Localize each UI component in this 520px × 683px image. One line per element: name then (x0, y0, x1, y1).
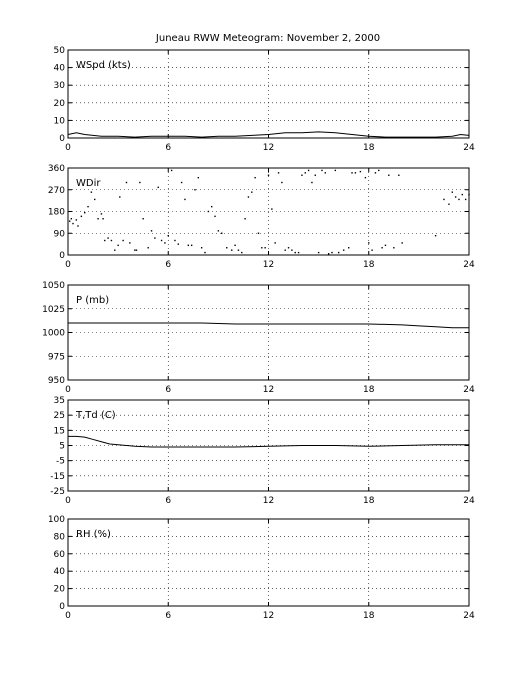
rh-y-tick-label: 40 (53, 567, 65, 578)
wdir-point (318, 252, 319, 253)
figure-title: Juneau RWW Meteogram: November 2, 2000 (155, 33, 381, 44)
wdir-point (134, 249, 135, 250)
wdir-point (158, 187, 159, 188)
wdir-point (365, 177, 366, 178)
wdir-point (234, 245, 235, 246)
wdir-point (71, 218, 72, 219)
rh-y-tick-label: 80 (53, 532, 65, 543)
wdir-point (81, 216, 82, 217)
wspd-x-tick-label: 0 (65, 143, 71, 153)
wdir-point (328, 253, 329, 254)
chart-panels (42, 46, 475, 621)
wdir-point (452, 191, 453, 192)
wdir-point (211, 206, 212, 207)
pressure-y-tick-label: 975 (47, 352, 65, 363)
wspd-x-tick-label: 12 (262, 143, 275, 153)
wdir-point (378, 170, 379, 171)
wspd-y-tick-label: 20 (53, 98, 65, 109)
wdir-point (385, 245, 386, 246)
wdir-point (285, 249, 286, 250)
wdir-point (168, 235, 169, 236)
wdir-point (443, 199, 444, 200)
wdir-point (398, 175, 399, 176)
rh-x-tick-label: 12 (262, 611, 275, 621)
wspd-x-tick-label: 24 (463, 143, 475, 153)
temp-dewpoint-y-tick-label: 5 (59, 441, 65, 452)
wdir-point (325, 172, 326, 173)
wdir-point (468, 194, 469, 195)
temp-dewpoint-x-tick-label: 18 (363, 496, 375, 506)
wdir-x-tick-label: 0 (65, 260, 71, 270)
wdir-point (288, 247, 289, 248)
wdir-point (254, 177, 255, 178)
wdir-point (295, 252, 296, 253)
pressure-x-tick-label: 0 (65, 385, 71, 395)
wdir-point (241, 252, 242, 253)
rh-panel-label: RH (%) (76, 529, 111, 540)
rh-x-tick-label: 24 (463, 611, 475, 621)
wdir-point (191, 245, 192, 246)
wdir-x-tick-label: 12 (262, 260, 275, 270)
wdir-point (164, 242, 165, 243)
wdir-point (72, 223, 73, 224)
wdir-point (368, 242, 369, 243)
wdir-point (77, 225, 78, 226)
wdir-point (311, 182, 312, 183)
wdir-point (462, 194, 463, 195)
wdir-point (244, 218, 245, 219)
wdir-point (278, 172, 279, 173)
rh-panel (48, 515, 475, 621)
wdir-point (91, 191, 92, 192)
wdir-point (119, 196, 120, 197)
wspd-y-tick-label: 10 (53, 116, 65, 127)
rh-x-tick-label: 0 (65, 611, 71, 621)
wdir-point (351, 172, 352, 173)
wdir-point (188, 245, 189, 246)
wdir-point (301, 175, 302, 176)
temp-dewpoint-y-tick-label: 25 (53, 411, 65, 422)
wdir-point (214, 216, 215, 217)
temp-dewpoint-y-tick-label: -25 (50, 487, 65, 497)
rh-y-tick-label: 20 (53, 584, 65, 595)
wdir-y-tick-label: 270 (47, 185, 65, 196)
wdir-point (448, 204, 449, 205)
pressure-x-tick-label: 6 (165, 385, 172, 395)
pressure-y-tick-label: 1050 (42, 281, 65, 291)
wdir-point (401, 242, 402, 243)
wdir-point (264, 247, 265, 248)
wdir-point (208, 211, 209, 212)
wdir-point (221, 233, 222, 234)
temp-dewpoint-x-tick-label: 6 (165, 496, 172, 506)
wdir-point (274, 242, 275, 243)
wdir-point (271, 208, 272, 209)
wdir-point (184, 199, 185, 200)
temp-dewpoint-y-tick-label: -15 (50, 471, 65, 482)
wdir-point (355, 172, 356, 173)
wdir-point (465, 199, 466, 200)
wdir-point (76, 219, 77, 220)
wdir-point (136, 249, 137, 250)
wdir-point (148, 247, 149, 248)
wdir-point (101, 213, 102, 214)
wdir-point (204, 252, 205, 253)
wspd-y-tick-label: 50 (53, 46, 65, 56)
wdir-y-tick-label: 90 (53, 229, 65, 240)
wdir-point (360, 171, 361, 172)
wdir-point (258, 233, 259, 234)
wdir-point (154, 237, 155, 238)
wdir-point (248, 196, 249, 197)
rh-y-tick-label: 0 (59, 602, 65, 612)
wdir-point (117, 245, 118, 246)
wdir-point (114, 249, 115, 250)
wdir-point (122, 240, 123, 241)
wdir-point (375, 172, 376, 173)
wspd-panel-label: WSpd (kts) (76, 60, 131, 71)
pressure-y-tick-label: 1000 (42, 328, 65, 339)
wdir-point (388, 175, 389, 176)
wspd-x-tick-label: 18 (363, 143, 375, 153)
wdir-point (435, 235, 436, 236)
wdir-point (315, 175, 316, 176)
wdir-point (161, 240, 162, 241)
temp-dewpoint-panel (50, 396, 475, 506)
wdir-point (321, 170, 322, 171)
wdir-panel (48, 164, 475, 270)
wdir-y-tick-label: 180 (47, 207, 65, 218)
wdir-point (171, 170, 172, 171)
wdir-point (335, 170, 336, 171)
wdir-point (139, 182, 140, 183)
pressure-x-tick-label: 18 (363, 385, 375, 395)
temp-dewpoint-y-tick-label: -5 (56, 456, 65, 467)
wdir-point (84, 212, 85, 213)
wdir-point (218, 230, 219, 231)
wdir-point (94, 199, 95, 200)
wspd-y-tick-label: 0 (59, 134, 65, 144)
wdir-point (231, 249, 232, 250)
pressure-panel (42, 281, 475, 395)
wdir-point (102, 218, 103, 219)
wdir-point (251, 191, 252, 192)
rh-y-tick-label: 100 (47, 515, 65, 525)
wdir-point (97, 218, 98, 219)
wdir-y-tick-label: 360 (47, 164, 65, 174)
wdir-y-tick-label: 0 (59, 251, 65, 261)
wdir-point (194, 189, 195, 190)
wdir-point (226, 247, 227, 248)
wdir-point (201, 247, 202, 248)
rh-axes-box (68, 519, 469, 606)
wdir-point (261, 247, 262, 248)
wdir-point (129, 242, 130, 243)
wdir-x-tick-label: 6 (165, 260, 172, 270)
pressure-y-tick-label: 1025 (42, 304, 65, 315)
wdir-point (458, 199, 459, 200)
wdir-point (87, 206, 88, 207)
temp-dewpoint-x-tick-label: 24 (463, 496, 475, 506)
temp-dewpoint-y-tick-label: 35 (53, 396, 65, 406)
pressure-x-tick-label: 24 (463, 385, 475, 395)
wdir-point (305, 172, 306, 173)
wdir-x-tick-label: 24 (463, 260, 475, 270)
wspd-y-tick-label: 40 (53, 63, 65, 74)
wspd-x-tick-label: 6 (165, 143, 172, 153)
wdir-point (142, 218, 143, 219)
rh-y-tick-label: 60 (53, 549, 65, 560)
wdir-point (268, 175, 269, 176)
temp-dewpoint-panel-label: T,Td (C) (76, 410, 116, 421)
rh-x-tick-label: 18 (363, 611, 375, 621)
temp-dewpoint-x-tick-label: 0 (65, 496, 71, 506)
wdir-panel-label: WDir (76, 178, 101, 189)
pressure-y-tick-label: 950 (47, 376, 65, 386)
wdir-x-tick-label: 18 (363, 260, 375, 270)
wdir-point (104, 240, 105, 241)
wdir-point (381, 247, 382, 248)
wdir-point (126, 182, 127, 183)
pressure-panel-label: P (mb) (76, 295, 110, 306)
wspd-y-tick-label: 30 (53, 81, 65, 92)
wdir-point (455, 196, 456, 197)
temp-dewpoint-x-tick-label: 12 (262, 496, 275, 506)
wdir-point (291, 249, 292, 250)
wdir-point (69, 220, 70, 221)
wdir-point (281, 182, 282, 183)
wdir-point (181, 182, 182, 183)
wspd-panel (54, 46, 475, 153)
wdir-point (107, 237, 108, 238)
wdir-point (298, 252, 299, 253)
wdir-point (331, 252, 332, 253)
wdir-point (343, 249, 344, 250)
wdir-point (198, 177, 199, 178)
wdir-point (371, 249, 372, 250)
wdir-point (111, 240, 112, 241)
wdir-point (238, 249, 239, 250)
wdir-point (338, 252, 339, 253)
wdir-point (178, 243, 179, 244)
wdir-point (174, 240, 175, 241)
wdir-point (151, 230, 152, 231)
pressure-x-tick-label: 12 (262, 385, 275, 395)
wdir-point (348, 247, 349, 248)
temp-dewpoint-y-tick-label: 15 (53, 426, 65, 437)
wdir-point (393, 247, 394, 248)
wdir-point (308, 170, 309, 171)
rh-x-tick-label: 6 (165, 611, 172, 621)
